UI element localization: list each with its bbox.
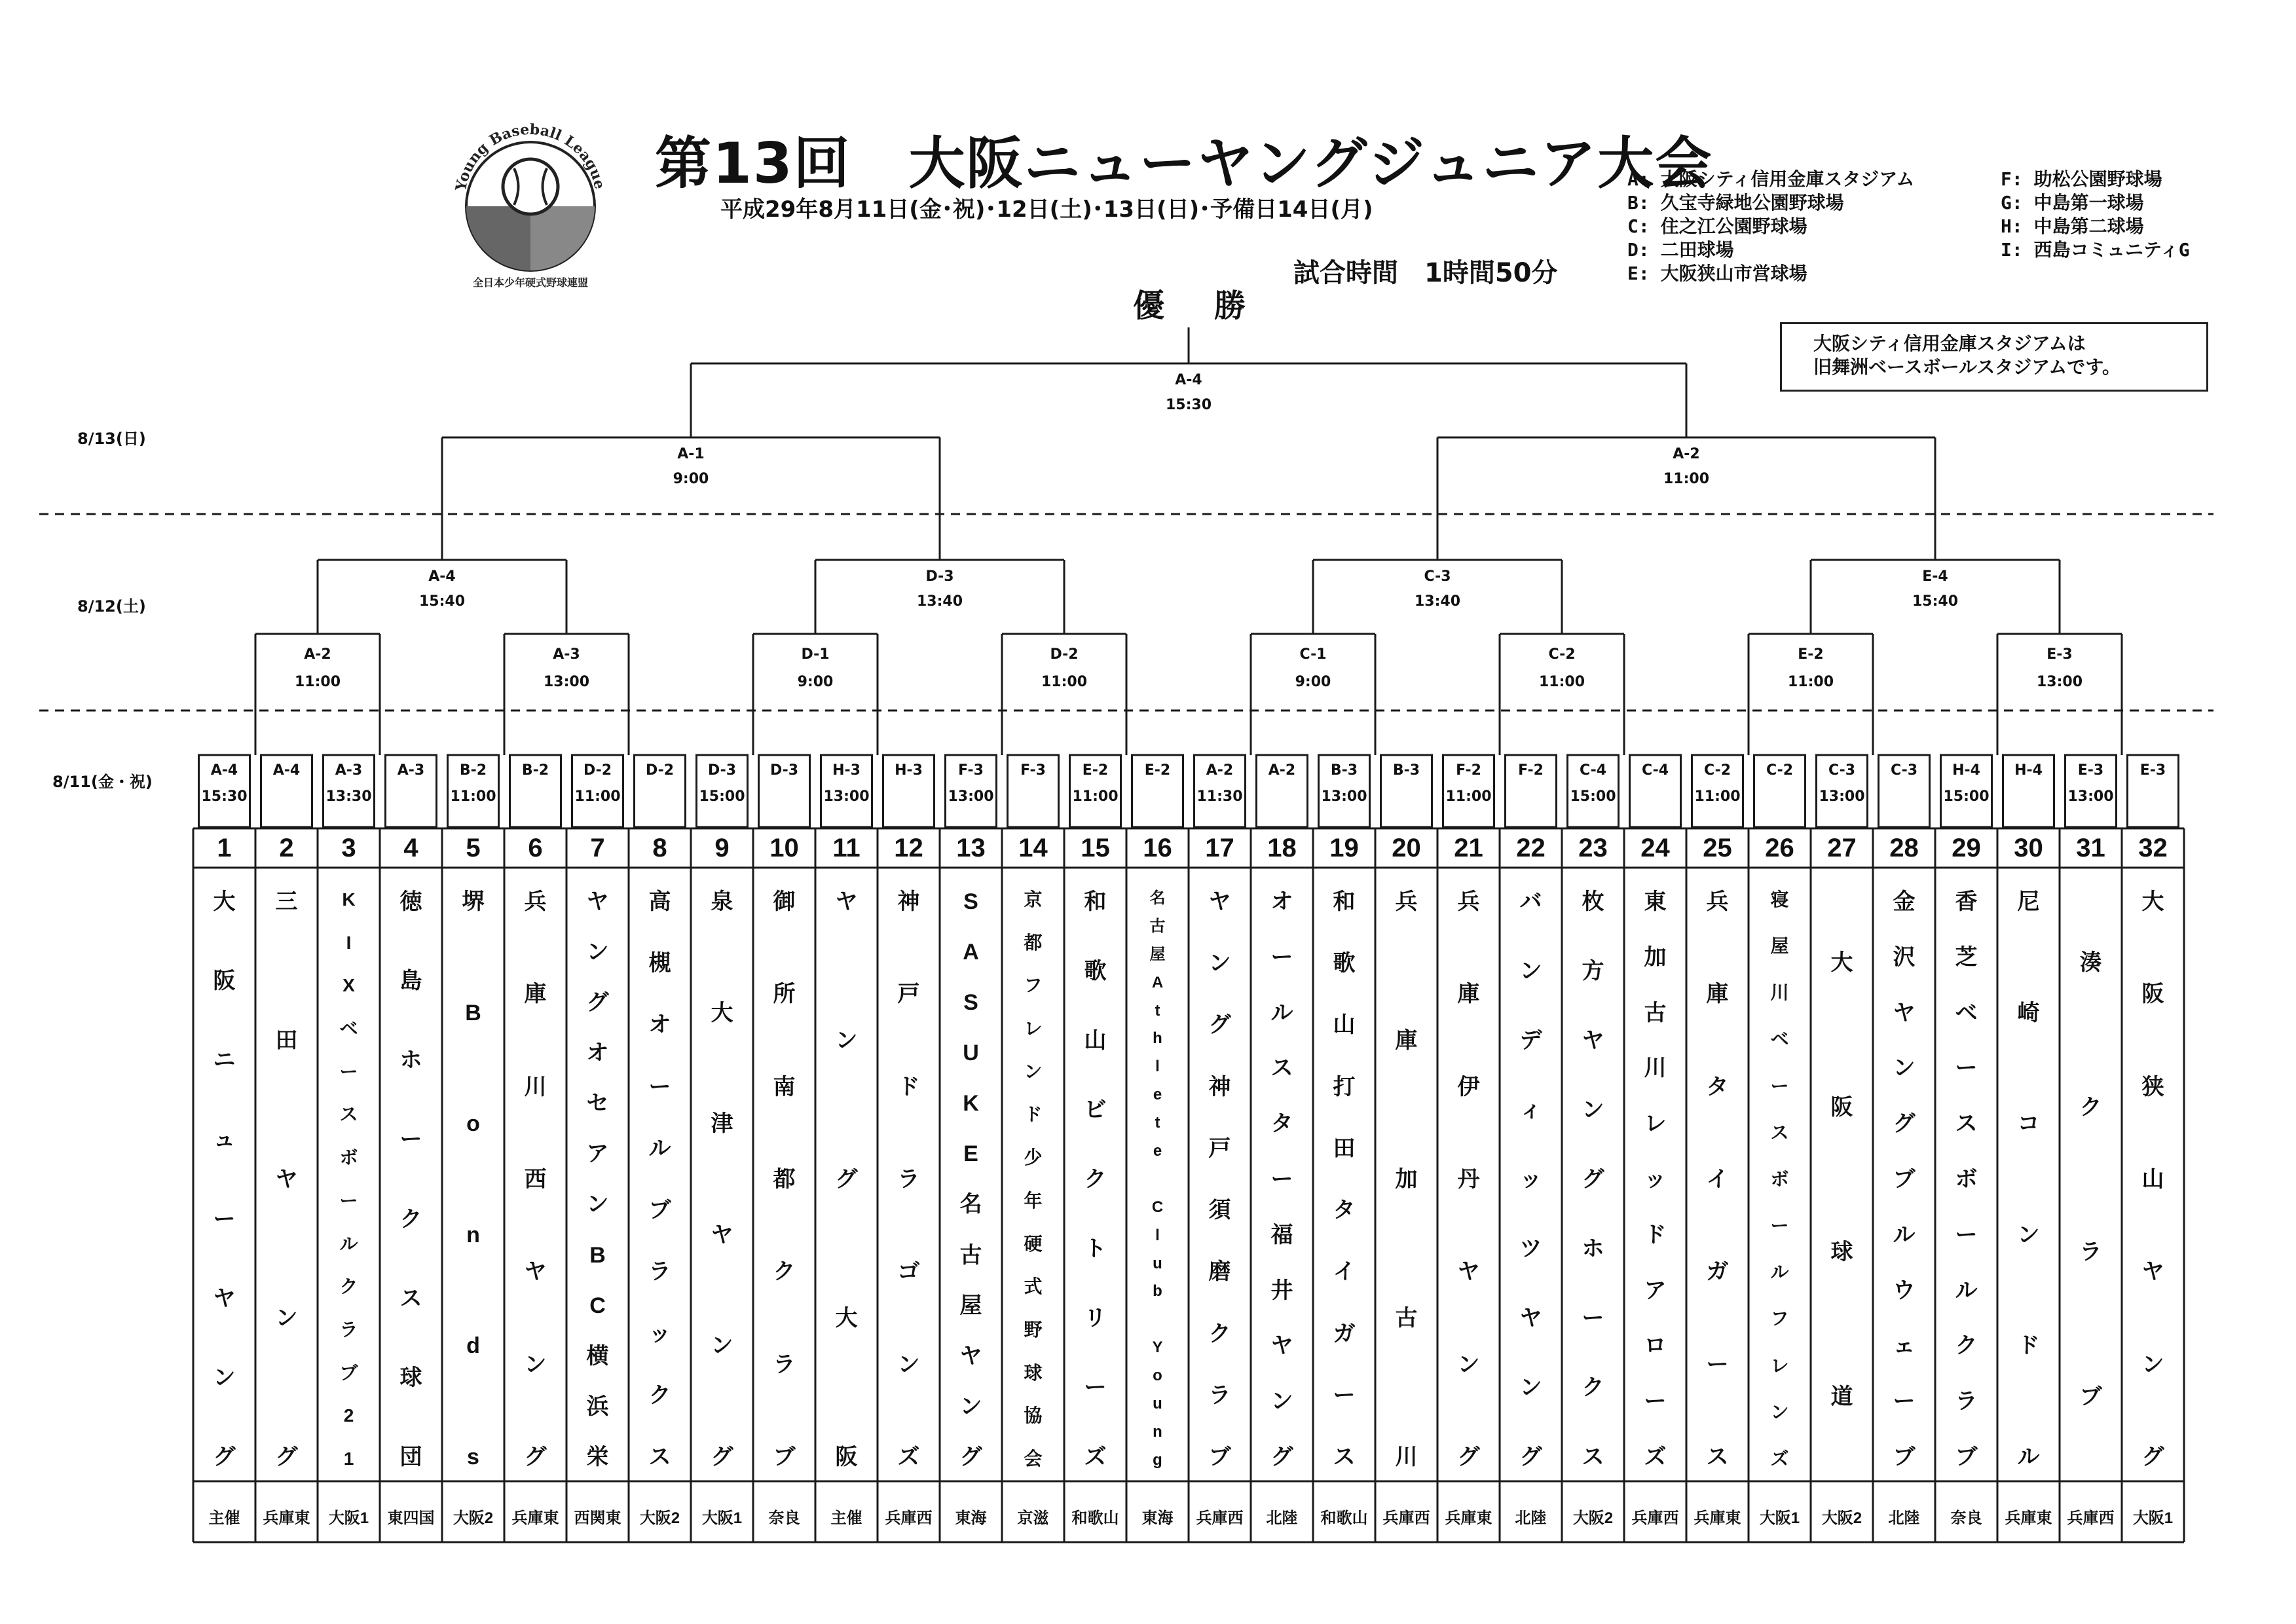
match-time: 13:00 (2036, 674, 2083, 690)
team-name: 金 沢 ヤ ン グ ブ ル ウ ェ ー ブ (1893, 889, 1916, 1469)
match-time: 11:00 (1041, 674, 1088, 690)
team-number: 13 (956, 834, 986, 862)
team-name: オ ー ル ス タ ー 福 井 ヤ ン グ (1270, 889, 1293, 1469)
venue-e: E: 大阪狭山市営球場 (1627, 263, 1807, 284)
team-column (1064, 828, 1126, 1549)
team-number: 20 (1392, 834, 1421, 862)
match-code: D-2 (645, 762, 675, 779)
match-time: 15:40 (1912, 593, 1959, 610)
team-region: 和歌山 (1071, 1509, 1119, 1527)
match-time: 11:00 (450, 788, 496, 805)
team-name: 湊 ク ラ ブ (2079, 950, 2102, 1409)
team-name: 泉 大 津 ヤ ン グ (711, 889, 733, 1469)
team-name: 大 阪 狭 山 ヤ ン グ (2141, 889, 2164, 1469)
team-number: 25 (1703, 834, 1732, 862)
team-region: 主催 (208, 1509, 240, 1527)
team-name: 香 芝 ベ ー ス ボ ー ル ク ラ ブ (1955, 889, 1978, 1469)
team-number: 28 (1889, 834, 1919, 862)
match-code: C-3 (1828, 762, 1856, 779)
tournament-dates: 平成29年8月11日(金･祝)･12日(土)･13日(日)･予備日14日(月) (720, 196, 1373, 223)
team-number: 3 (341, 834, 356, 862)
team-region: 兵庫西 (2067, 1509, 2115, 1527)
note-line: 旧舞洲ベースボールスタジアムです。 (1813, 356, 2121, 378)
match-time: 11:00 (294, 674, 341, 690)
team-number: 18 (1267, 834, 1297, 862)
match-code: F-3 (1020, 762, 1046, 779)
match-code: H-4 (1952, 762, 1980, 779)
team-name: 大 阪 球 道 (1830, 950, 1853, 1409)
team-number: 17 (1205, 834, 1234, 862)
match-time: 15:00 (1570, 788, 1616, 805)
match-time: 11:30 (1196, 788, 1243, 805)
team-number: 29 (1952, 834, 1981, 862)
team-column (2122, 828, 2184, 1549)
match-time: 13:40 (916, 593, 963, 610)
team-column (1749, 828, 1811, 1549)
team-region: 兵庫西 (885, 1509, 933, 1527)
match-code: F-2 (1518, 762, 1544, 779)
team-name: 和 歌 山 ビ ク ト リ ー ズ (1084, 889, 1107, 1469)
team-region: 和歌山 (1320, 1509, 1368, 1527)
match-code: E-2 (1082, 762, 1109, 779)
team-column (753, 828, 815, 1549)
team-column (318, 828, 380, 1549)
team-column (504, 828, 566, 1549)
team-name: ヤ ン グ オ セ ア ン B C 横 浜 栄 (586, 889, 609, 1469)
team-number: 23 (1578, 834, 1608, 862)
team-number: 10 (769, 834, 799, 862)
match-code: A-2 (304, 646, 331, 663)
team-number: 2 (279, 834, 294, 862)
team-region: 兵庫西 (1631, 1509, 1679, 1527)
match-code: B-2 (521, 762, 549, 779)
team-region: 兵庫東 (1445, 1509, 1492, 1527)
team-region: 奈良 (1950, 1509, 1982, 1527)
team-column (193, 828, 255, 1549)
team-column (1002, 828, 1064, 1549)
match-code: E-3 (2046, 646, 2073, 663)
match-code: A-4 (210, 762, 238, 779)
team-number: 19 (1329, 834, 1359, 862)
match-code: A-1 (677, 446, 705, 462)
venue-a: A: 大阪シティ信用金庫スタジアム (1627, 168, 1915, 190)
team-column (2060, 828, 2122, 1549)
venue-d: D: 二田球場 (1627, 239, 1734, 261)
team-region: 東海 (1141, 1509, 1174, 1527)
team-region: 兵庫東 (263, 1509, 310, 1527)
match-time: 11:00 (1445, 788, 1492, 805)
match-time: 9:00 (797, 674, 834, 690)
team-name: 三 田 ヤ ン グ (275, 889, 298, 1469)
match-code: A-3 (397, 762, 425, 779)
match-code: E-2 (1798, 646, 1824, 663)
team-column (1686, 828, 1749, 1549)
team-name: 寝 屋 川 ベ ー ス ボ ー ル フ レ ン ズ (1770, 889, 1789, 1469)
match-code: A-4 (272, 762, 301, 779)
team-number: 22 (1516, 834, 1546, 862)
match-code: D-2 (583, 762, 612, 779)
team-region: 兵庫東 (2005, 1509, 2052, 1527)
team-number: 14 (1018, 834, 1048, 862)
venue-h: H: 中島第二球場 (2001, 215, 2144, 237)
team-number: 11 (832, 834, 861, 862)
team-number: 21 (1454, 834, 1483, 862)
team-column (1873, 828, 1935, 1549)
champion-label: 優 勝 (1133, 287, 1255, 324)
day-label-12: 8/12(土) (77, 597, 146, 616)
match-code: E-4 (1922, 568, 1948, 585)
match-time: 13:00 (1321, 788, 1367, 805)
team-region: 兵庫東 (1694, 1509, 1741, 1527)
team-region: 兵庫東 (511, 1509, 559, 1527)
venue-i: I: 西島コミュニティG (2001, 239, 2190, 261)
team-number: 24 (1640, 834, 1670, 862)
match-code: A-2 (1268, 762, 1296, 779)
team-region: 兵庫西 (1196, 1509, 1244, 1527)
team-number: 6 (528, 834, 543, 862)
team-region: 北陸 (1266, 1509, 1298, 1527)
venue-c: C: 住之江公園野球場 (1627, 215, 1807, 237)
day-label-11: 8/11(金・祝) (52, 773, 153, 791)
match-code: C-3 (1424, 568, 1451, 585)
team-number: 7 (590, 834, 605, 862)
team-name: バ ン デ ィ ッ ツ ヤ ン グ (1519, 889, 1542, 1469)
team-column (1997, 828, 2060, 1549)
match-time: 11:00 (1663, 471, 1710, 487)
team-name: 堺 B o n d s (462, 889, 485, 1469)
team-number: 1 (217, 834, 232, 862)
team-number: 16 (1143, 834, 1172, 862)
team-column (815, 828, 878, 1549)
match-code: C-1 (1299, 646, 1327, 663)
team-region: 大阪2 (453, 1509, 494, 1527)
team-region: 奈良 (768, 1509, 800, 1527)
team-column (1126, 828, 1189, 1549)
match-time: 13:00 (543, 674, 590, 690)
team-name: 尼 崎 コ ン ド ル (2017, 889, 2040, 1469)
team-name: 名 古 屋 A t h l e t e C l u b Y o u n g (1149, 889, 1166, 1469)
team-column (1251, 828, 1313, 1549)
match-code: E-2 (1144, 762, 1171, 779)
match-code: D-2 (1050, 646, 1079, 663)
team-number: 31 (2076, 834, 2105, 862)
team-name: ヤ ン グ 大 阪 (835, 889, 858, 1469)
match-code: B-3 (1392, 762, 1420, 779)
team-name: 御 所 南 都 ク ラ ブ (773, 889, 796, 1469)
team-column (1189, 828, 1251, 1549)
team-region: 京滋 (1017, 1509, 1049, 1527)
team-column (1313, 828, 1375, 1549)
team-name: 神 戸 ド ラ ゴ ン ズ (897, 889, 920, 1469)
team-region: 大阪1 (2132, 1509, 2174, 1527)
team-region: 西関東 (574, 1509, 621, 1527)
team-number: 26 (1765, 834, 1794, 862)
match-time: 11:00 (1694, 788, 1741, 805)
team-number: 12 (894, 834, 923, 862)
venue-b: B: 久宝寺緑地公園野球場 (1627, 192, 1844, 213)
match-code: A-2 (1206, 762, 1234, 779)
team-region: 大阪1 (701, 1509, 743, 1527)
team-column (1500, 828, 1562, 1549)
team-column (1935, 828, 1997, 1549)
match-code: A-3 (553, 646, 580, 663)
team-number: 8 (652, 834, 667, 862)
match-code: D-3 (925, 568, 954, 585)
venue-g: G: 中島第一球場 (2001, 192, 2144, 213)
match-code: C-4 (1579, 762, 1607, 779)
match-code: C-2 (1703, 762, 1731, 779)
match-time: 13:00 (2067, 788, 2114, 805)
team-name: 大 阪 ニ ュ ー ヤ ン グ (213, 889, 236, 1469)
team-column (940, 828, 1002, 1549)
note-line: 大阪シティ信用金庫スタジアムは (1813, 333, 2086, 354)
match-time: 9:00 (1295, 674, 1331, 690)
team-name: 兵 庫 川 西 ヤ ン グ (524, 889, 547, 1469)
team-column (255, 828, 318, 1549)
final-time: 15:30 (1165, 397, 1212, 413)
match-code: C-3 (1890, 762, 1918, 779)
team-region: 大阪2 (1572, 1509, 1614, 1527)
team-region: 主催 (830, 1509, 862, 1527)
team-region: 北陸 (1888, 1509, 1920, 1527)
match-code: H-3 (832, 762, 861, 779)
match-code: A-3 (335, 762, 363, 779)
team-number: 27 (1827, 834, 1857, 862)
match-code: F-3 (958, 762, 984, 779)
match-code: H-3 (895, 762, 923, 779)
game-time: 試合時間 1時間50分 (1293, 258, 1558, 288)
team-number: 9 (714, 834, 730, 862)
team-column (1437, 828, 1500, 1549)
match-code: F-2 (1456, 762, 1481, 779)
svg-text:全日本少年硬式野球連盟: 全日本少年硬式野球連盟 (472, 276, 589, 289)
match-code: C-2 (1548, 646, 1576, 663)
team-region: 東四国 (387, 1509, 435, 1527)
team-region: 兵庫西 (1382, 1509, 1430, 1527)
match-time: 13:00 (823, 788, 870, 805)
match-code: H-4 (2014, 762, 2043, 779)
venue-f: F: 助松公園野球場 (2001, 168, 2162, 190)
match-code: D-3 (769, 762, 799, 779)
team-column (1624, 828, 1686, 1549)
team-column (878, 828, 940, 1549)
team-column (629, 828, 691, 1549)
team-number: 4 (403, 834, 418, 862)
match-code: D-1 (801, 646, 830, 663)
team-name: ヤ ン グ 神 戸 須 磨 ク ラ ブ (1208, 889, 1231, 1469)
team-number: 30 (2014, 834, 2043, 862)
team-name: 和 歌 山 打 田 タ イ ガ ー ス (1333, 889, 1356, 1469)
team-region: 大阪1 (1759, 1509, 1800, 1527)
team-column (1562, 828, 1624, 1549)
match-code: E-3 (2077, 762, 2104, 779)
match-time: 15:40 (418, 593, 466, 610)
match-code: C-2 (1766, 762, 1794, 779)
team-name: 京 都 フ レ ン ド 少 年 硬 式 野 球 協 会 (1024, 889, 1043, 1469)
team-column (1375, 828, 1437, 1549)
page-title: 第13回 大阪ニューヤングジュニア大会 (655, 131, 1713, 196)
team-region: 大阪2 (639, 1509, 680, 1527)
match-time: 11:00 (1787, 674, 1834, 690)
match-time: 9:00 (673, 471, 709, 487)
match-time: 11:00 (1072, 788, 1119, 805)
match-time: 11:00 (574, 788, 621, 805)
team-region: 大阪1 (328, 1509, 369, 1527)
match-time: 13:30 (325, 788, 372, 805)
match-code: E-3 (2139, 762, 2166, 779)
team-region: 大阪2 (1821, 1509, 1862, 1527)
team-column (1811, 828, 1873, 1549)
final-code: A-4 (1175, 372, 1202, 388)
match-time: 11:00 (1538, 674, 1585, 690)
match-time: 15:00 (699, 788, 745, 805)
day-label-13: 8/13(日) (77, 430, 146, 448)
match-code: B-2 (459, 762, 487, 779)
team-number: 15 (1081, 834, 1110, 862)
svg-text:Young Baseball League: Young Baseball League (452, 120, 608, 193)
team-name: 東 加 古 川 レ ッ ド ア ロ ー ズ (1644, 889, 1667, 1469)
match-code: B-3 (1330, 762, 1358, 779)
match-code: D-3 (707, 762, 737, 779)
match-code: A-4 (428, 568, 456, 585)
match-time: 13:40 (1414, 593, 1461, 610)
team-column (442, 828, 504, 1549)
team-name: 枚 方 ヤ ン グ ホ ー ク ス (1582, 889, 1604, 1469)
team-number: 32 (2138, 834, 2168, 862)
team-name: 高 槻 オ ー ル ブ ラ ッ ク ス (648, 889, 671, 1469)
team-column (380, 828, 442, 1549)
team-region: 北陸 (1515, 1509, 1547, 1527)
team-name: 徳 島 ホ ー ク ス 球 団 (399, 889, 422, 1469)
match-time: 15:00 (1943, 788, 1990, 805)
match-code: A-2 (1673, 446, 1700, 462)
team-name: 兵 庫 タ イ ガ ー ス (1706, 889, 1729, 1469)
team-number: 5 (466, 834, 481, 862)
match-time: 15:30 (201, 788, 248, 805)
team-column (566, 828, 629, 1549)
team-region: 東海 (955, 1509, 987, 1527)
match-time: 13:00 (948, 788, 994, 805)
team-name: K I X ベ ー ス ボ ー ル ク ラ ブ 2 1 (339, 889, 358, 1469)
team-name: 兵 庫 伊 丹 ヤ ン グ (1457, 889, 1480, 1469)
team-name: 兵 庫 加 古 川 (1395, 889, 1418, 1469)
match-code: C-4 (1641, 762, 1669, 779)
match-time: 13:00 (1819, 788, 1865, 805)
team-name: S A S U K E 名 古 屋 ヤ ン グ (959, 889, 982, 1469)
team-column (691, 828, 753, 1549)
